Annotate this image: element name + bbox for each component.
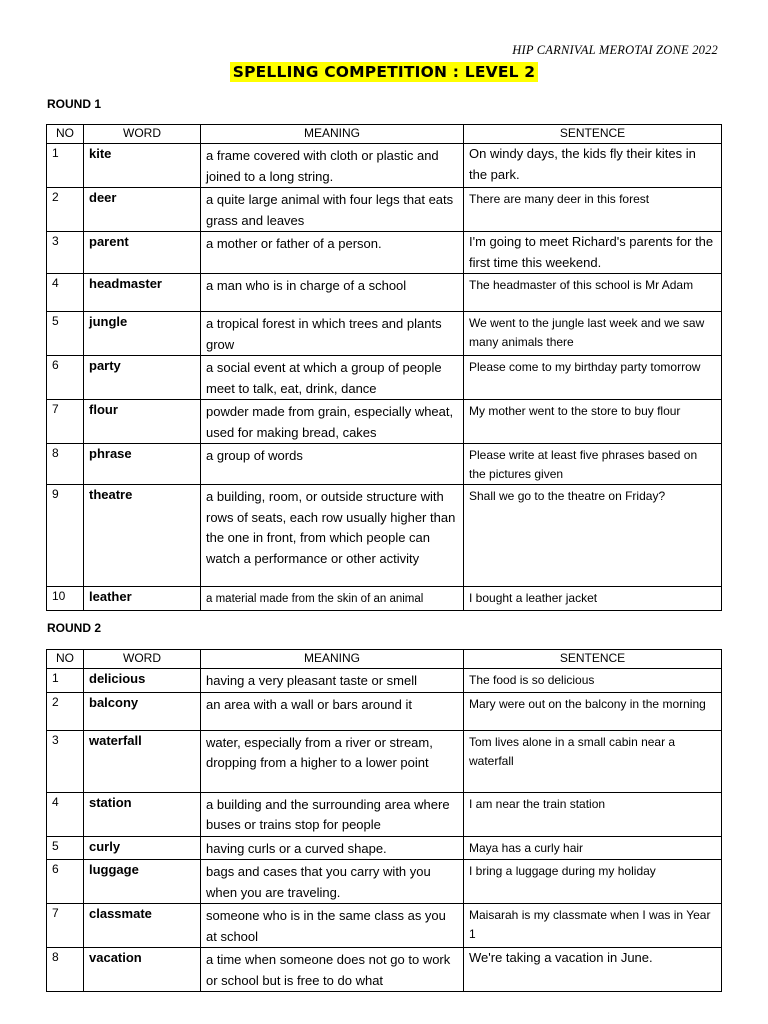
word-meaning: having a very pleasant taste or smell [201,669,464,693]
spelling-word: station [84,792,201,836]
word-meaning: a material made from the skin of an animal [201,587,464,611]
word-meaning: a man who is in charge of a school [201,274,464,312]
table-row [47,356,722,400]
table-row [47,274,722,312]
word-meaning: a time when someone does not go to work or school but is free to do what [201,948,464,992]
spelling-word: theatre [84,485,201,587]
word-meaning: a building and the surrounding area where buses or trains stop for people [201,792,464,836]
row-number: 7 [47,904,84,948]
round-1-label: ROUND 1 [47,97,102,111]
word-meaning: a building, room, or outside structure with rows of seats, each row usually higher than the one in front, from which people can watch a performance or other activity [201,485,464,587]
table-row [47,836,722,860]
row-number: 7 [47,400,84,444]
table-header-row [47,650,722,669]
spelling-word: kite [84,144,201,188]
table-header-row [47,125,722,144]
round-2-label: ROUND 2 [47,621,102,635]
table-row [47,669,722,693]
word-meaning: a group of words [201,444,464,485]
word-meaning: a frame covered with cloth or plastic and joined to a long string. [201,144,464,188]
example-sentence: The food is so delicious [464,669,722,693]
column-header-sentence: SENTENCE [464,650,722,669]
round-1-table [46,124,722,611]
example-sentence: I am near the train station [464,792,722,836]
spelling-word: headmaster [84,274,201,312]
row-number: 4 [47,792,84,836]
table-row [47,860,722,904]
spelling-word: delicious [84,669,201,693]
word-meaning: water, especially from a river or stream, dropping from a higher to a lower point [201,730,464,792]
column-header-meaning: MEANING [201,125,464,144]
example-sentence: I'm going to meet Richard's parents for the first time this weekend. [464,232,722,274]
row-number: 8 [47,444,84,485]
row-number: 2 [47,692,84,730]
row-number: 5 [47,312,84,356]
row-number: 5 [47,836,84,860]
row-number: 6 [47,356,84,400]
example-sentence: Please come to my birthday party tomorrow [464,356,722,400]
title-wrapper [0,62,768,82]
word-meaning: someone who is in the same class as you at school [201,904,464,948]
table-row [47,730,722,792]
word-meaning: a tropical forest in which trees and plants grow [201,312,464,356]
example-sentence: Please write at least five phrases based on the pictures given [464,444,722,485]
example-sentence: I bought a leather jacket [464,587,722,611]
example-sentence: There are many deer in this forest [464,188,722,232]
table-row [47,312,722,356]
example-sentence: Maya has a curly hair [464,836,722,860]
word-meaning: having curls or a curved shape. [201,836,464,860]
table-row [47,904,722,948]
table-row [47,400,722,444]
page-title: SPELLING COMPETITION : LEVEL 2 [230,62,539,82]
row-number: 2 [47,188,84,232]
example-sentence: Tom lives alone in a small cabin near a waterfall [464,730,722,792]
word-meaning: a social event at which a group of people meet to talk, eat, drink, dance [201,356,464,400]
spelling-word: leather [84,587,201,611]
column-header-word: WORD [84,125,201,144]
event-header-note: HIP CARNIVAL MEROTAI ZONE 2022 [512,43,718,57]
spelling-word: jungle [84,312,201,356]
row-number: 8 [47,948,84,992]
table-row [47,792,722,836]
spelling-word: waterfall [84,730,201,792]
word-meaning: powder made from grain, especially wheat, used for making bread, cakes [201,400,464,444]
spelling-word: luggage [84,860,201,904]
spelling-word: party [84,356,201,400]
table-row [47,692,722,730]
column-header-sentence: SENTENCE [464,125,722,144]
table-row [47,587,722,611]
table-row [47,444,722,485]
example-sentence: I bring a luggage during my holiday [464,860,722,904]
spelling-word: vacation [84,948,201,992]
example-sentence: Maisarah is my classmate when I was in Year 1 [464,904,722,948]
spelling-word: balcony [84,692,201,730]
row-number: 1 [47,669,84,693]
column-header-no: NO [47,650,84,669]
row-number: 3 [47,232,84,274]
spelling-word: parent [84,232,201,274]
row-number: 1 [47,144,84,188]
table-row [47,485,722,587]
column-header-word: WORD [84,650,201,669]
row-number: 4 [47,274,84,312]
row-number: 10 [47,587,84,611]
column-header-no: NO [47,125,84,144]
spelling-word: flour [84,400,201,444]
example-sentence: On windy days, the kids fly their kites in the park. [464,144,722,188]
word-meaning: a quite large animal with four legs that eats grass and leaves [201,188,464,232]
row-number: 6 [47,860,84,904]
example-sentence: Mary were out on the balcony in the morning [464,692,722,730]
word-meaning: an area with a wall or bars around it [201,692,464,730]
word-meaning: bags and cases that you carry with you when you are traveling. [201,860,464,904]
example-sentence: The headmaster of this school is Mr Adam [464,274,722,312]
spelling-word: curly [84,836,201,860]
row-number: 3 [47,730,84,792]
column-header-meaning: MEANING [201,650,464,669]
example-sentence: Shall we go to the theatre on Friday? [464,485,722,587]
spelling-word: classmate [84,904,201,948]
example-sentence: We went to the jungle last week and we saw many animals there [464,312,722,356]
round-2-table [46,649,722,992]
table-row [47,188,722,232]
word-meaning: a mother or father of a person. [201,232,464,274]
spelling-word: phrase [84,444,201,485]
example-sentence: My mother went to the store to buy flour [464,400,722,444]
spelling-word: deer [84,188,201,232]
table-row [47,232,722,274]
table-row [47,948,722,992]
row-number: 9 [47,485,84,587]
table-row [47,144,722,188]
example-sentence: We're taking a vacation in June. [464,948,722,992]
